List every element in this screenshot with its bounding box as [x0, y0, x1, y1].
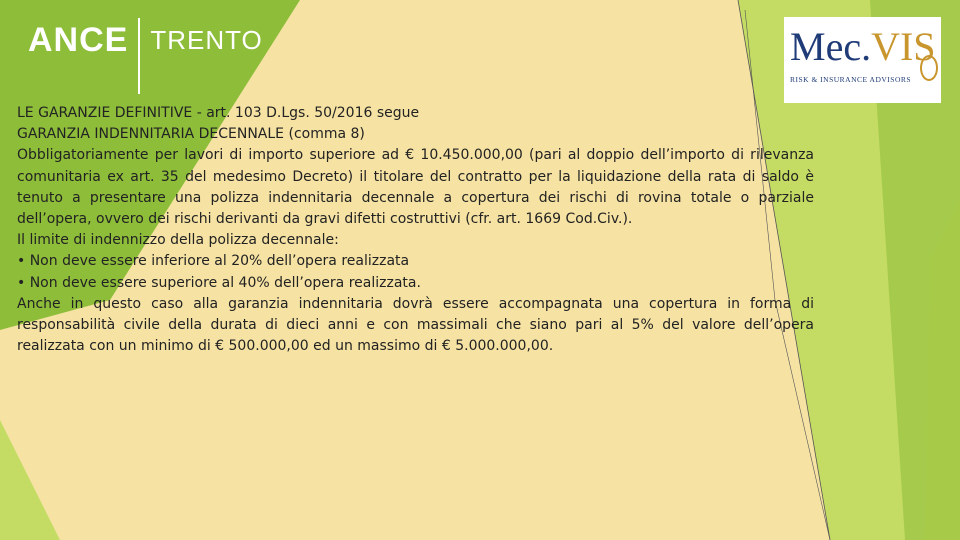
mecvis-logo-wordmark — [790, 23, 936, 71]
bullet-item: • Non deve essere superiore al 40% dell’opera realizzata. — [17, 274, 421, 291]
slide-title: LE GARANZIE DEFINITIVE - art. 103 D.Lgs. 50/2016 segue — [17, 105, 420, 121]
ance-logo-text: ANCE — [28, 21, 129, 59]
ance-trento-logo — [28, 18, 263, 96]
bullet-item: • Non deve essere inferiore al 20% dell’opera realizzata — [17, 253, 410, 270]
logo-divider — [138, 18, 140, 94]
paragraph-liability: Anche in questo caso alla garanzia indennitaria dovrà essere accompagnata una copertura in forma di responsabilità civile della durata di dieci anni e con massimali che siano pari al 5% del valore dell’opera realizzata con un minimo di € 500.000,00 ed un massimo di € 5.000.000,00. — [17, 295, 814, 355]
slide-content — [17, 103, 814, 357]
mecvis-logo-main: Mec. — [790, 24, 872, 69]
mecvis-logo-tagline: RISK & INSURANCE ADVISORS — [790, 75, 912, 84]
ance-logo-city: TRENTO — [150, 25, 263, 55]
slide-subtitle: GARANZIA INDENNITARIA DECENNALE (comma 8) — [17, 126, 365, 143]
mecvis-logo-accent: VIS — [871, 24, 936, 69]
paragraph-obligation: Obbligatoriamente per lavori di importo superiore ad € 10.450.000,00 (pari al doppio dell’importo di rilevanza comunitaria ex art. 35 del medesimo Decreto) il titolare del contratto per la liquidazione della rata di saldo è tenuto a presentare una polizza indennitaria decennale a copertura dei rischi di rovina totale o parziale dell’opera, ovvero dei rischi derivanti da gravi difetti costruttivi (cfr. art. 1669 Cod.Civ.). — [17, 147, 814, 228]
mecvis-swirl-icon — [920, 55, 938, 81]
limit-intro: Il limite di indennizzo della polizza decennale: — [17, 232, 339, 249]
mecvis-logo — [784, 17, 941, 103]
